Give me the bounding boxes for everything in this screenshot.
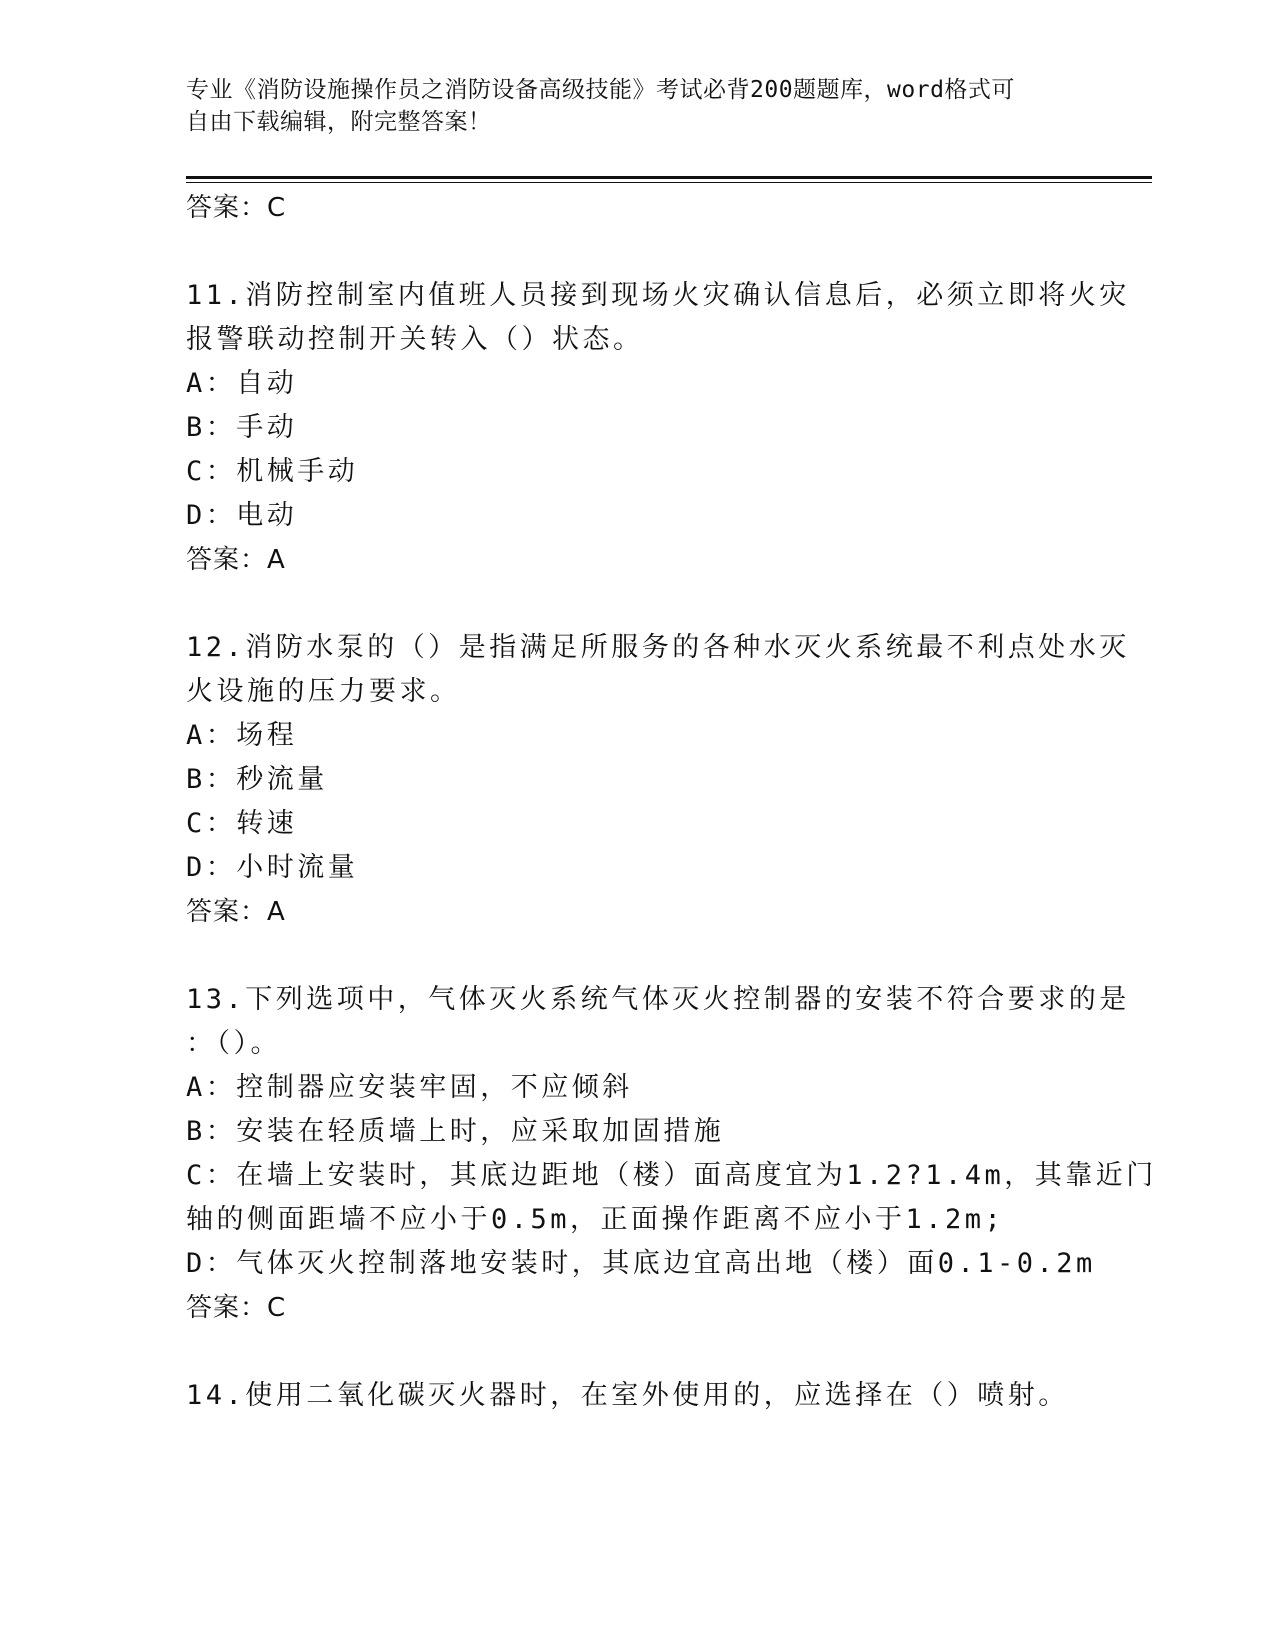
question-stem-line: 13.下列选项中，气体灭火系统气体灭火控制器的安装不符合要求的是	[186, 984, 1130, 1015]
option-d: D：气体灭火控制落地安装时，其底边宜高出地（楼）面0.1-0.2m	[186, 1248, 1096, 1279]
option-c: C：机械手动	[186, 456, 359, 487]
question-stem-line: 12.消防水泵的（）是指满足所服务的各种水灭火系统最不利点处水灭	[186, 632, 1130, 663]
option-c: C：转速	[186, 808, 298, 839]
header-line-1: 专业《消防设施操作员之消防设备高级技能》考试必背200题题库，word格式可	[186, 77, 1015, 103]
header-divider-thick	[186, 176, 1152, 179]
question-stem-line: 14.使用二氧化碳灭火器时，在室外使用的，应选择在（）喷射。	[186, 1380, 1069, 1411]
option-a: A：自动	[186, 368, 298, 399]
option-b: B：手动	[186, 412, 298, 443]
option-d: D：电动	[186, 500, 298, 531]
option-c-continued: 轴的侧面距墙不应小于0.5m，正面操作距离不应小于1.2m;	[186, 1204, 1005, 1235]
previous-answer: 答案：C	[186, 193, 287, 223]
header-line-2: 自由下载编辑，附完整答案！	[186, 109, 492, 135]
question-stem-line: 火设施的压力要求。	[186, 676, 461, 707]
question-stem-line: 11.消防控制室内值班人员接到现场火灾确认信息后，必须立即将火灾	[186, 280, 1130, 311]
answer: 答案：A	[186, 897, 286, 927]
page-header	[186, 74, 1066, 138]
answer: 答案：A	[186, 545, 286, 575]
option-b: B：安装在轻质墙上时，应采取加固措施	[186, 1116, 725, 1147]
header-divider-thin	[186, 182, 1152, 183]
option-d: D：小时流量	[186, 852, 359, 883]
question-stem-line: ：（）。	[186, 1028, 281, 1059]
option-b: B：秒流量	[186, 764, 328, 795]
option-a: A：控制器应安装牢固，不应倾斜	[186, 1072, 633, 1103]
answer: 答案：C	[186, 1293, 287, 1323]
option-a: A：场程	[186, 720, 298, 751]
question-stem-line: 报警联动控制开关转入（）状态。	[186, 324, 644, 355]
option-c: C：在墙上安装时，其底边距地（楼）面高度宜为1.2?1.4m，其靠近门	[186, 1160, 1157, 1191]
